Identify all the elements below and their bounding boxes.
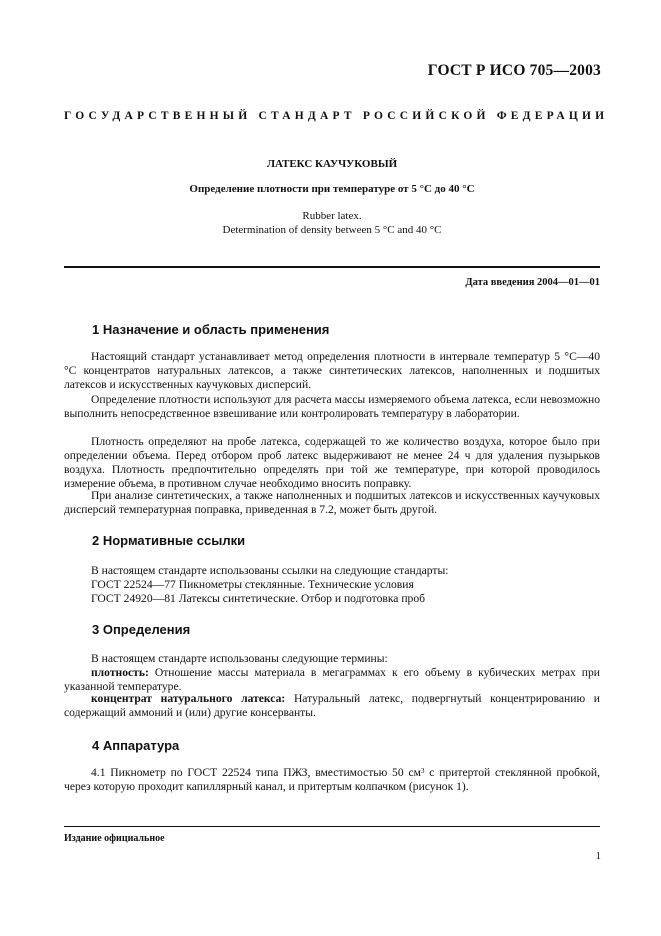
section-2-heading [92,533,245,548]
reference-gost-24920: ГОСТ 24920—81 Латексы синтетические. Отбор и подготовка проб [91,592,426,605]
title-english-line-2: Determination of density between 5 °C and 40 °C [222,224,442,236]
pycnometer-text-end: с притертой стеклянной пробкой, через которую проходит капиллярный канал, и притертым колпачком (рисунок 1). [64,766,600,794]
section-4-heading [92,738,179,753]
bottom-divider [64,826,600,827]
official-edition-label: Издание официальное [64,833,165,844]
page-number: 1 [595,850,601,862]
section-1-heading [92,322,329,337]
definition-latex-concentrate [64,692,600,720]
section-4-paragraph-1 [64,766,600,794]
introduction-date: Дата введения 2004—01—01 [465,277,600,288]
section-3-heading [92,622,190,637]
subtitle-russian: Определение плотности при температуре от 5 °С до 40 °С [189,183,475,195]
pycnometer-text-start: 4.1 Пикнометр по ГОСТ 22524 типа ПЖЗ, вместимостью 50 см [91,766,421,779]
section-4-title: 4 Аппаратура [92,738,180,753]
section-3-title: 3 Определения [92,622,191,637]
definition-density [64,666,600,694]
title-english-line-1: Rubber latex. [302,210,362,222]
term-latex-concentrate: концентрат натурального латекса: [91,692,286,705]
document-code: ГОСТ Р ИСО 705—2003 [427,62,601,79]
state-standard-header: ГОСУДАРСТВЕННЫЙ СТАНДАРТ РОССИЙСКОЙ ФЕДЕРАЦИИ [64,110,609,122]
reference-gost-22524: ГОСТ 22524—77 Пикнометры стеклянные. Технические условия [91,578,414,591]
title-russian: ЛАТЕКС КАУЧУКОВЫЙ [266,158,398,170]
section-3-intro: В настоящем стандарте использованы следующие термины: [91,652,388,665]
title-english [64,209,600,237]
section-1-paragraph-3: Плотность определяют на пробе латекса, содержащей то же количество воздуха, которое было при определении объема. Перед отбором проб латекс выдерживают не менее 24 ч для удаления пузырьков воздуха. Плотность предпочтительно определять при той же температуре, при которой проводилось измерение объема, в противном случае необходимо вносить поправку. [64,435,600,491]
section-1-paragraph-1: Настоящий стандарт устанавливает метод определения плотности в интервале температур 5 °С—40 °С концентратов натуральных латексов, а также синтетических латексов, наполненных и подшитых латексов и искусственных каучуковых дисперсий. [64,350,600,392]
definition-density-text: Отношение массы материала в мегаграммах к его объему в кубических метрах при указанной температуре. [64,666,600,694]
section-2-title: 2 Нормативные ссылки [92,533,246,548]
section-2-intro: В настоящем стандарте использованы ссылки на следующие стандарты: [91,564,449,577]
top-divider [64,266,600,268]
section-1-title: 1 Назначение и область применения [92,322,330,337]
definition-latex-concentrate-text: Натуральный латекс, подвергнутый концентрированию и содержащий аммоний и (или) другие консерванты. [64,692,600,720]
section-1-paragraph-2: Определение плотности используют для расчета массы измеряемого объема латекса, если невозможно выполнить непосредственное взвешивание или контролировать температуру в лаборатории. [64,393,600,421]
section-1-paragraph-4: При анализе синтетических, а также наполненных и подшитых латексов и искусственных каучуковых дисперсий температурная поправка, приведенная в 7.2, может быть другой. [64,489,600,517]
term-density: плотность: [91,666,149,679]
cubic-superscript: 3 [420,767,425,775]
